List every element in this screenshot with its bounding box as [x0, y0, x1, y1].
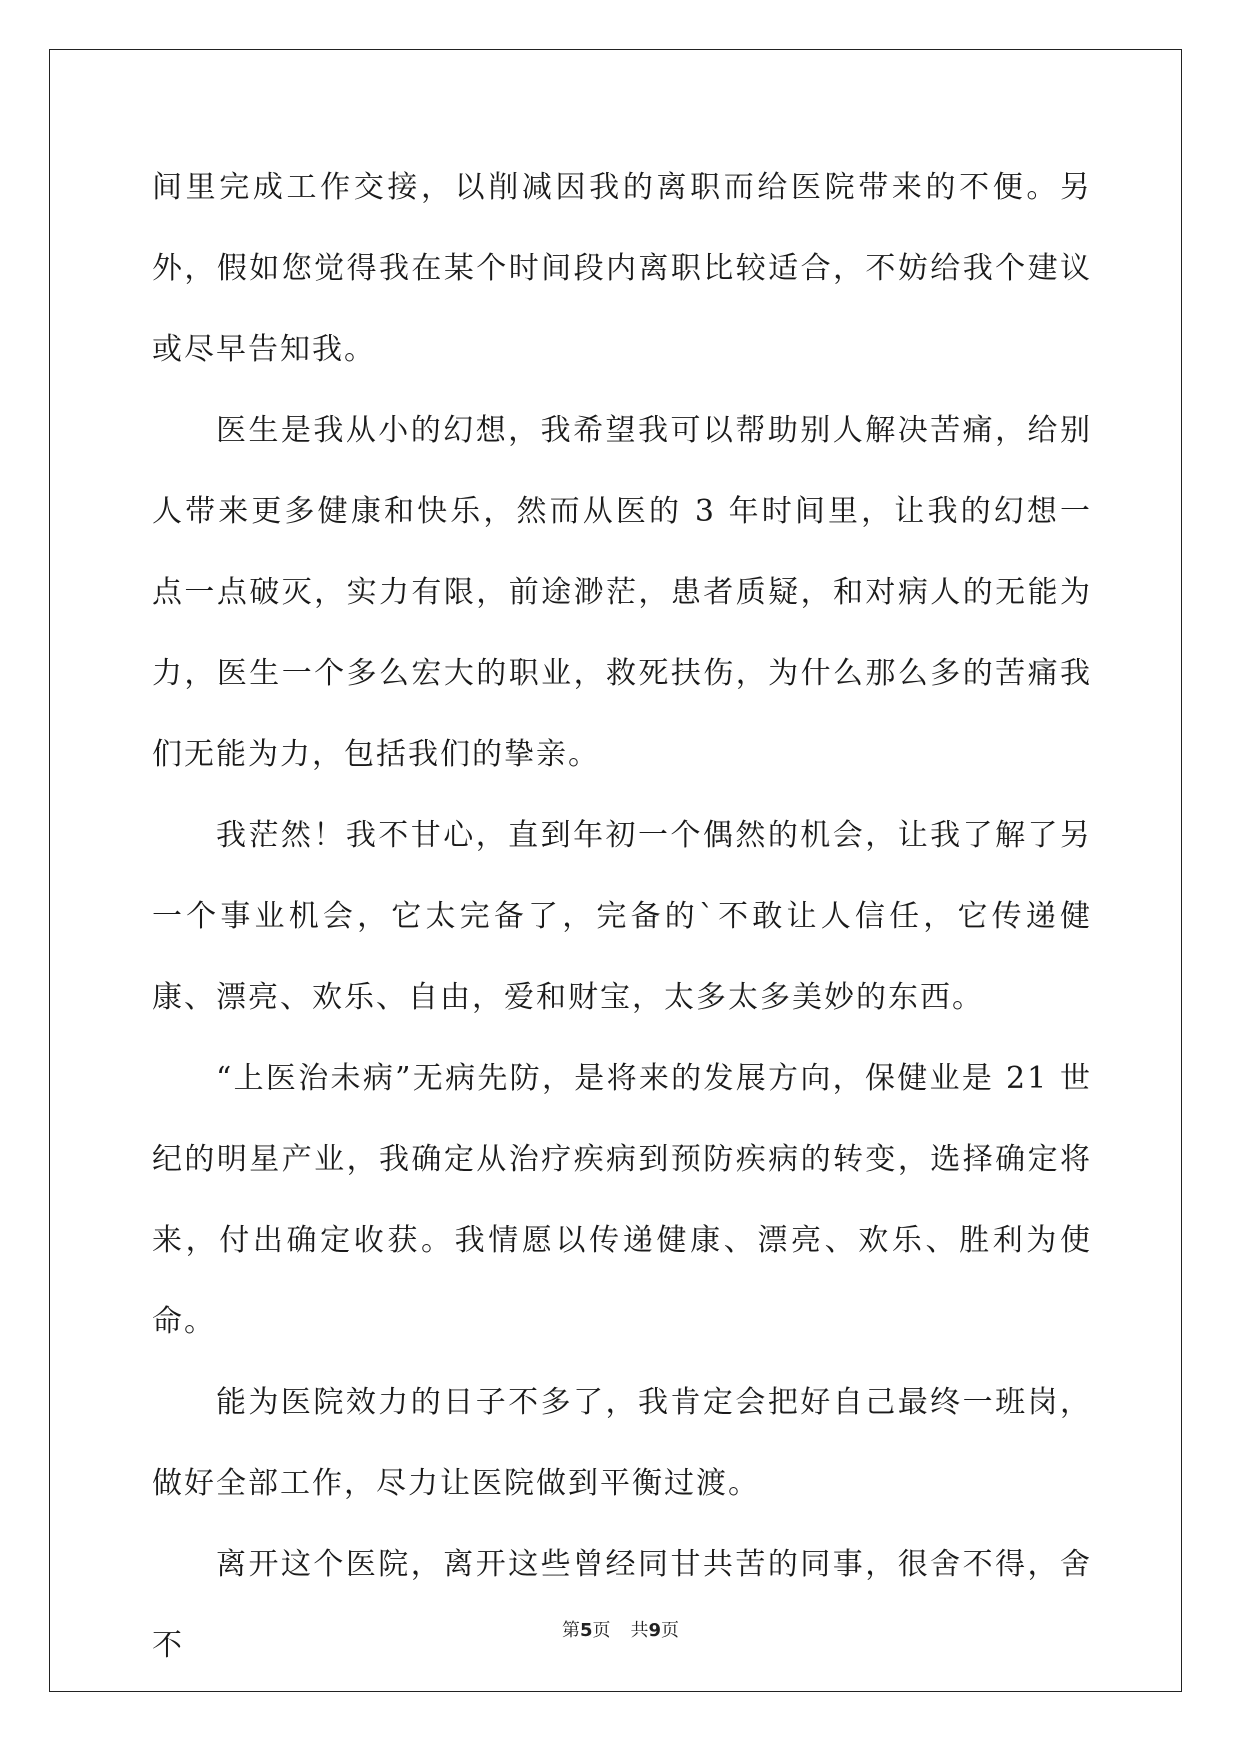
total-pages: 9	[648, 1620, 662, 1641]
total-prefix: 共	[630, 1620, 649, 1641]
page-footer	[0, 1616, 1241, 1642]
total-suffix: 页	[661, 1620, 680, 1641]
paragraph: 间里完成工作交接，以削减因我的离职而给医院带来的不便。另外，假如您觉得我在某个时间段内离职比较适合，不妨给我个建议或尽早告知我。	[152, 170, 1092, 367]
document-body	[152, 147, 1092, 1686]
page-number: 5	[579, 1620, 593, 1641]
paragraph: 能为医院效力的日子不多了，我肯定会把好自己最终一班岗，做好全部工作，尽力让医院做到平衡过渡。	[152, 1385, 1092, 1501]
paragraph: 医生是我从小的幻想，我希望我可以帮助别人解决苦痛，给别人带来更多健康和快乐，然而从医的 3 年时间里，让我的幻想一点一点破灭，实力有限，前途渺茫，患者质疑，和对病人的无能为力，医生一个多么宏大的职业，救死扶伤，为什么那么多的苦痛我们无能为力，包括我们的挚亲。	[152, 413, 1092, 772]
paragraph: 我茫然！我不甘心，直到年初一个偶然的机会，让我了解了另一个事业机会，它太完备了，完备的`不敢让人信任，它传递健康、漂亮、欢乐、自由，爱和财宝，太多太多美妙的东西。	[152, 818, 1092, 1015]
page-suffix: 页	[592, 1620, 611, 1641]
paragraph: “上医治未病”无病先防，是将来的发展方向，保健业是 21 世纪的明星产业，我确定从治疗疾病到预防疾病的转变，选择确定将来，付出确定收获。我情愿以传递健康、漂亮、欢乐、胜利为使命。	[152, 1061, 1092, 1339]
paragraph: 离开这个医院，离开这些曾经同甘共苦的同事，很舍不得，舍不	[152, 1547, 1092, 1663]
page-prefix: 第	[561, 1620, 580, 1641]
